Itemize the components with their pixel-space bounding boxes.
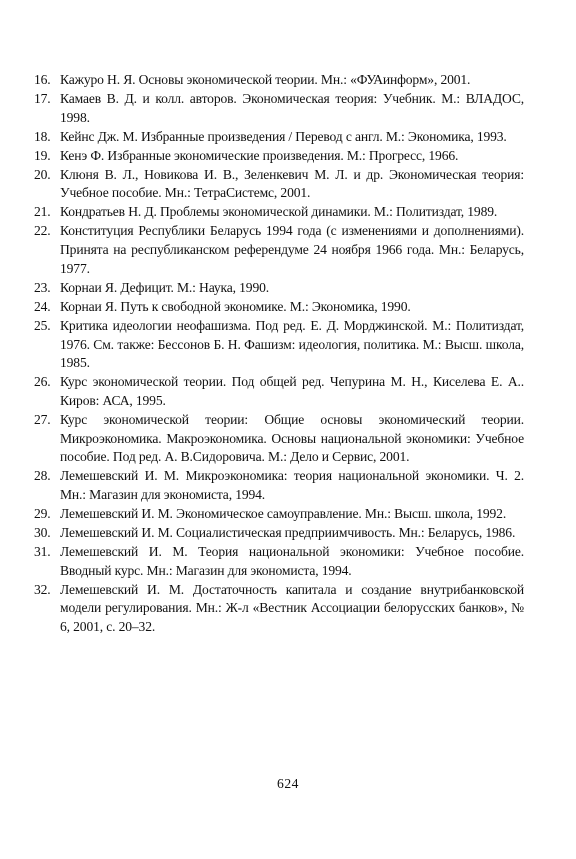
reference-text: Корнаи Я. Путь к свободной экономике. М.: Экономика, 1990.: [60, 298, 411, 314]
reference-number: 21.: [34, 204, 51, 220]
reference-text: Лемешевский И. М. Достаточность капитала и создание внутрибанковской модели регулирования. Мн.: Ж-л «Вестник Ассоциации белорусских банков», № 6, 2001, с. 20–32.: [60, 581, 524, 635]
reference-number: 32.: [34, 581, 51, 597]
reference-item-30: [34, 524, 524, 543]
reference-text: Клюня В. Л., Новикова И. В., Зеленкевич М. Л. и др. Экономическая теория: Учебное пособие. Мн.: ТетраСистемс, 2001.: [60, 166, 524, 201]
reference-number: 17.: [34, 91, 51, 106]
reference-text: Камаев В. Д. и колл. авторов. Экономическая теория: Учебник. М.: ВЛАДОС, 1998.: [60, 91, 524, 125]
reference-number: 29.: [34, 506, 51, 522]
reference-number: 19.: [34, 147, 51, 163]
reference-text: Конституция Республики Беларусь 1994 года (с изменениями и дополнениями). Принята на республиканском референдуме 24 ноября 1966 года. Мн.: Беларусь, 1977.: [60, 223, 524, 276]
reference-item-23: [34, 279, 524, 298]
reference-number: 22.: [34, 223, 51, 239]
reference-item-19: [34, 147, 524, 166]
reference-number: 16.: [34, 72, 51, 87]
reference-list: [34, 71, 524, 637]
reference-item-21: [34, 203, 524, 222]
reference-text: Лемешевский И. М. Социалистическая предприимчивость. Мн.: Беларусь, 1986.: [60, 525, 516, 541]
reference-number: 23.: [34, 279, 51, 295]
reference-item-16: [34, 71, 524, 90]
reference-text: Курс экономической теории: Общие основы экономический теории. Микроэкономика. Макроэкономика. Основы национальной экономики: Учебное пособие. Под ред. А. В.Сидоровича. М.: Дело и Сервис, 2001.: [60, 411, 524, 465]
reference-item-31: [34, 543, 524, 580]
reference-text: Корнаи Я. Дефицит. М.: Наука, 1990.: [60, 279, 269, 295]
reference-text: Кажуро Н. Я. Основы экономической теории. Мн.: «ФУАинформ», 2001.: [60, 72, 471, 87]
reference-item-29: [34, 505, 524, 524]
reference-text: Лемешевский И. М. Экономическое самоуправление. Мн.: Высш. школа, 1992.: [60, 506, 507, 522]
reference-text: Критика идеологии неофашизма. Под ред. Е. Д. Морджинской. М.: Политиздат, 1976. См. также: Бессонов Б. Н. Фашизм: идеология, политика. М.: Высш. школа, 1985.: [60, 317, 524, 371]
reference-number: 20.: [34, 166, 51, 182]
reference-text: Лемешевский И. М. Теория национальной экономики: Учебное пособие. Вводный курс. Мн.: Магазин для экономиста, 1994.: [60, 544, 524, 578]
reference-text: Курс экономической теории. Под общей ред. Чепурина М. Н., Киселева Е. А.. Киров: АСА, 1995.: [60, 374, 524, 408]
reference-item-24: [34, 298, 524, 317]
reference-item-22: [34, 222, 524, 278]
reference-number: 24.: [34, 298, 51, 314]
reference-item-25: [34, 317, 524, 373]
reference-item-17: [34, 90, 524, 127]
reference-text: Кенэ Ф. Избранные экономические произведения. М.: Прогресс, 1966.: [60, 147, 459, 163]
reference-number: 30.: [34, 525, 51, 541]
reference-text: Кондратьев Н. Д. Проблемы экономической динамики. М.: Политиздат, 1989.: [60, 204, 498, 220]
reference-item-28: [34, 467, 524, 504]
reference-text: Кейнс Дж. М. Избранные произведения / Перевод с англ. М.: Экономика, 1993.: [60, 128, 507, 144]
reference-item-18: [34, 128, 524, 147]
page-number: 624: [277, 776, 299, 791]
reference-number: 18.: [34, 128, 51, 144]
reference-item-32: [34, 581, 524, 637]
reference-number: 28.: [34, 468, 51, 484]
reference-item-27: [34, 411, 524, 467]
reference-number: 27.: [34, 411, 51, 427]
reference-number: 26.: [34, 374, 51, 390]
reference-number: 25.: [34, 317, 51, 333]
reference-text: Лемешевский И. М. Микроэкономика: теория национальной экономики. Ч. 2. Мн.: Магазин для экономиста, 1994.: [60, 468, 524, 503]
reference-number: 31.: [34, 544, 51, 560]
reference-item-26: [34, 373, 524, 410]
reference-item-20: [34, 166, 524, 203]
